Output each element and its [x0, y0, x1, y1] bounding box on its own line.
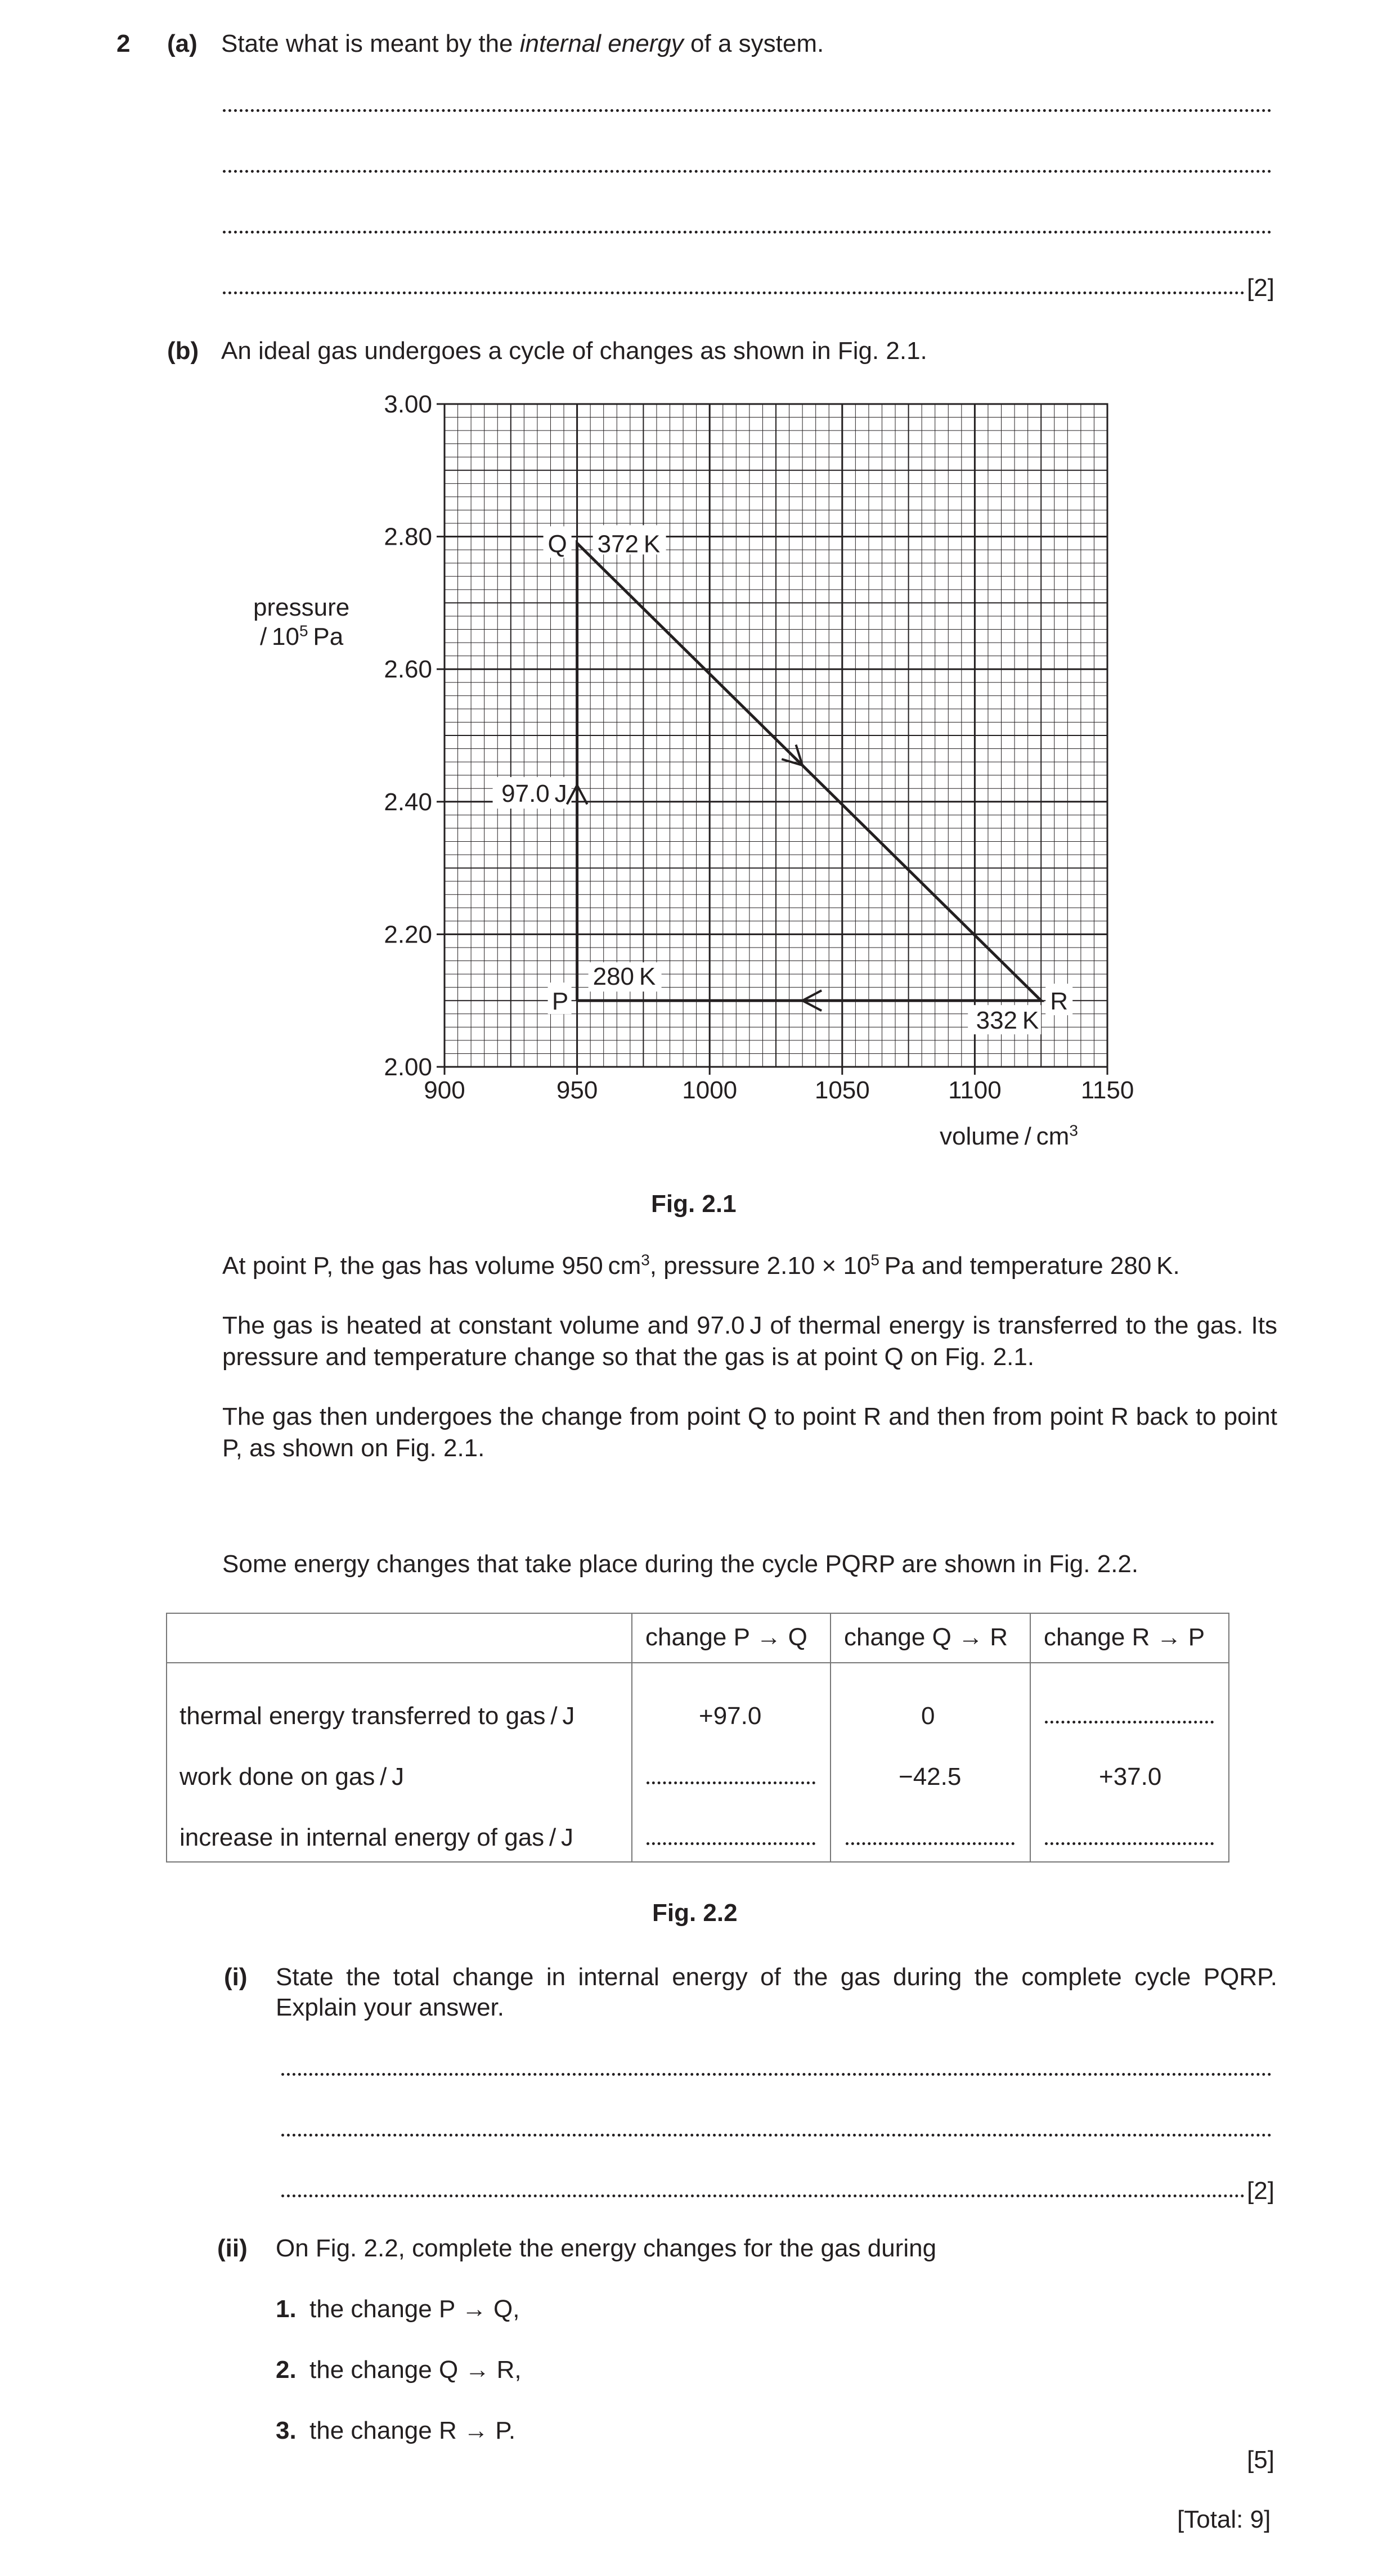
chart-tick-labels [384, 391, 1134, 1104]
chart-point-labels [501, 530, 1068, 1034]
table-answer-blank[interactable] [1045, 1840, 1214, 1845]
total-marks: [Total: 9] [1177, 2506, 1271, 2533]
part-b-intro: An ideal gas undergoes a cycle of changes as shown in Fig. 2.1. [221, 337, 927, 365]
y-tick-label: 2.20 [384, 921, 432, 949]
table-row-label: thermal energy transferred to gas / J [179, 1702, 575, 1730]
y-axis-label-line2 [260, 622, 343, 652]
y-axis-unit-sup: 5 [299, 622, 308, 640]
para1-a: At point P, the gas has volume 950 cm [222, 1252, 641, 1280]
y-axis-unit-b: Pa [308, 623, 344, 650]
table-row-label: work done on gas / J [179, 1763, 405, 1790]
x-tick-label: 1000 [682, 1076, 738, 1104]
para1-sup1: 3 [641, 1251, 650, 1269]
x-tick-label: 1100 [948, 1076, 1002, 1104]
part-a-prompt-text: State what is meant by the [221, 30, 520, 57]
heat-annotation: 97.0 J [501, 780, 567, 808]
part-i-label: (i) [224, 1963, 248, 1991]
paragraph-heating: The gas is heated at constant volume and 97.0 J of thermal energy is transferred to the gas. Its pressure and temperature change so that the gas is at point Q on Fig. 2.1. [222, 1312, 1277, 1371]
x-tick-label: 900 [424, 1076, 465, 1104]
point-label-p: P [551, 988, 569, 1016]
x-axis-label [940, 1122, 1078, 1151]
y-tick-label: 2.80 [384, 523, 432, 551]
part-a-label: (a) [167, 30, 197, 57]
part-ii-prompt: On Fig. 2.2, complete the energy changes for the gas during [276, 2234, 937, 2262]
table-cell-value: 0 [921, 1702, 935, 1730]
fig-2-1-caption: Fig. 2.1 [651, 1190, 737, 1218]
table-cell-value: +97.0 [699, 1702, 762, 1730]
table-header: change Q → R [844, 1623, 1008, 1651]
part-a-marks: [2] [1247, 274, 1274, 302]
part-i-line2: Explain your answer. [276, 1994, 504, 2021]
answer-line-i1[interactable] [281, 2071, 1272, 2076]
point-label-r: R [1050, 988, 1069, 1016]
temp-label-q: 372 K [597, 530, 661, 558]
chart-series [493, 525, 1073, 1034]
para1-c: Pa and temperature 280 K. [879, 1252, 1180, 1280]
part-i-marks: [2] [1247, 2177, 1274, 2205]
y-tick-label: 3.00 [384, 391, 432, 418]
y-tick-label: 2.40 [384, 788, 432, 816]
table-row-label: increase in internal energy of gas / J [179, 1824, 574, 1851]
fig-2-2-caption: Fig. 2.2 [652, 1899, 738, 1927]
x-axis-label-sup: 3 [1069, 1121, 1078, 1139]
table-answer-blank[interactable] [846, 1840, 1015, 1845]
part-ii-marks: [5] [1247, 2446, 1274, 2474]
table-header-divider [167, 1662, 1228, 1663]
part-ii-item-number: 1. [276, 2295, 297, 2323]
paragraph-cycle: The gas then undergoes the change from point Q to point R and then from point R back to point P, as shown on Fig. 2.1. [222, 1403, 1277, 1462]
point-label-q: Q [547, 530, 567, 558]
table-header: change R → P [1044, 1623, 1205, 1651]
part-ii-item-text: the change P → Q, [309, 2295, 520, 2323]
table-answer-blank[interactable] [647, 1840, 815, 1845]
paragraph-energy-changes: Some energy changes that take place during the cycle PQRP are shown in Fig. 2.2. [222, 1550, 1139, 1578]
part-b-label: (b) [167, 337, 199, 365]
x-tick-label: 950 [556, 1076, 598, 1104]
table-answer-blank[interactable] [647, 1779, 815, 1784]
part-ii-item-text: the change R → P. [309, 2417, 516, 2444]
para1-b: , pressure 2.10 × 10 [649, 1252, 871, 1280]
table-cell-value: +37.0 [1099, 1763, 1162, 1790]
temp-label-r: 332 K [976, 1007, 1039, 1035]
table-divider [1030, 1614, 1031, 1861]
fig-2-1-chart [0, 0, 1396, 1182]
y-axis-unit-a: / 10 [260, 623, 299, 650]
part-ii-item-text: the change Q → R, [309, 2356, 522, 2384]
fig-2-2-table [166, 1613, 1229, 1863]
part-ii-item-number: 3. [276, 2417, 297, 2444]
question-number: 2 [116, 30, 131, 57]
y-tick-label: 2.00 [384, 1053, 432, 1081]
part-a-prompt-text-end: of a system. [683, 30, 824, 57]
answer-line-i2[interactable] [281, 2131, 1272, 2137]
x-tick-label: 1050 [814, 1076, 870, 1104]
para1-sup2: 5 [870, 1251, 879, 1269]
paragraph-point-p [222, 1250, 1277, 1282]
table-cell-value: −42.5 [899, 1763, 962, 1790]
part-a-prompt-emphasis: internal energy [519, 30, 684, 57]
table-divider [631, 1614, 632, 1861]
x-tick-label: 1150 [1080, 1076, 1134, 1104]
cycle-path-pqrp [577, 543, 1042, 1000]
y-axis-label-line1: pressure [253, 594, 350, 621]
temp-label-p: 280 K [592, 963, 656, 991]
part-ii-item-number: 2. [276, 2356, 297, 2384]
part-ii-label: (ii) [217, 2234, 248, 2262]
part-i-line1: State the total change in internal energy of the gas during the complete cycle PQRP. [276, 1963, 1277, 1991]
table-header: change P → Q [645, 1623, 807, 1651]
answer-line-i3[interactable] [281, 2192, 1245, 2197]
table-divider [830, 1614, 831, 1861]
x-axis-label-text: volume / cm [940, 1123, 1070, 1150]
y-tick-label: 2.60 [384, 656, 432, 684]
table-answer-blank[interactable] [1045, 1718, 1214, 1724]
